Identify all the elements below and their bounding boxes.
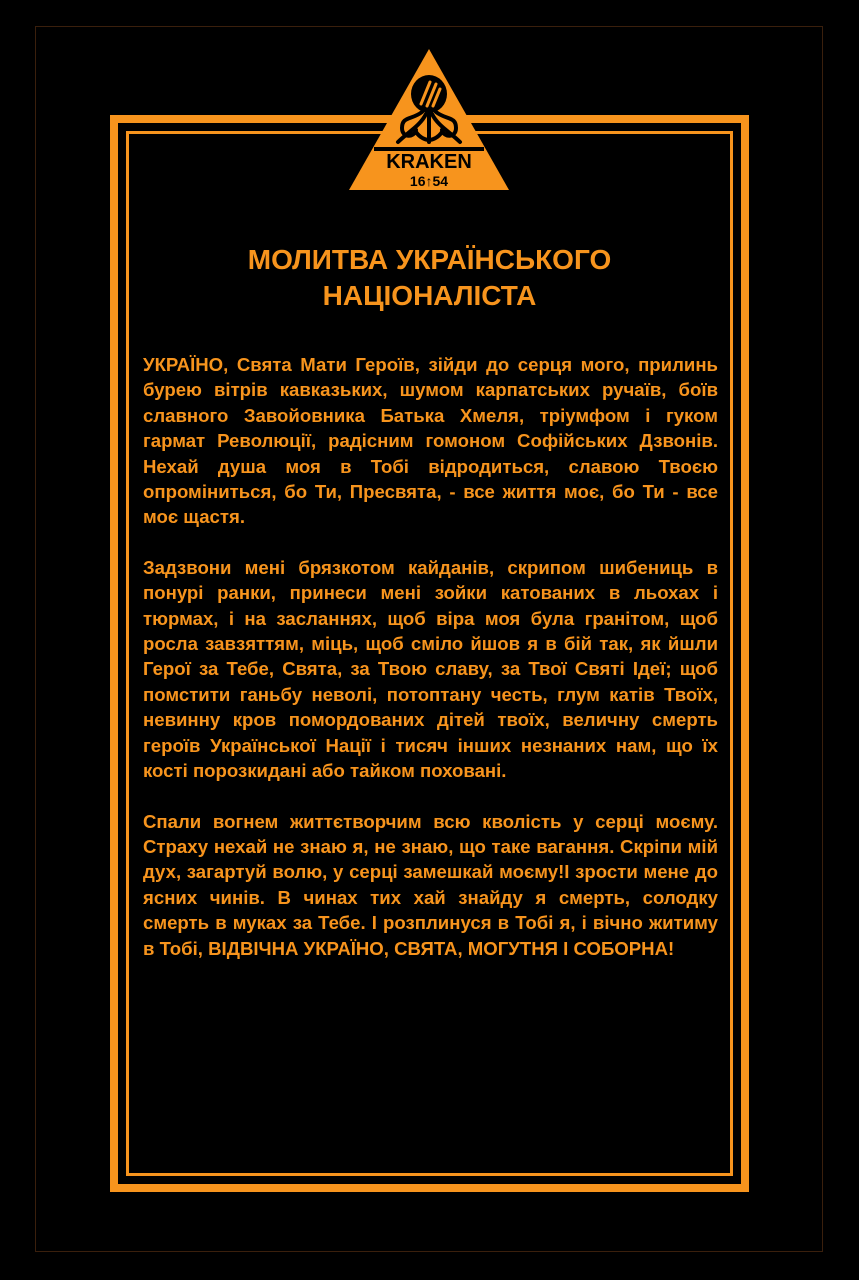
title-line-2: НАЦІОНАЛІСТА (322, 280, 537, 311)
title-line-1: МОЛИТВА УКРАЇНСЬКОГО (247, 244, 612, 275)
logo-number: 16↑54 (409, 173, 449, 189)
paragraph-2: Задзвони мені брязкотом кайданів, скрипом шибениць в понурі ранки, принеси мені зойки катованих в льохах і тюрмах, і на засланнях, щоб віра моя була гранітом, щоб росла завзяттям, міць, щоб сміло йшов я в бій так, як йшли Герої за Тебе, Свята, за Твою славу, за Твої Святі Ідеї; щоб помстити ганьбу неволі, потоптану честь, глум катів Твоїх, невинну кров помордованих дітей твоїх, величну смерть героїв Української Нації і тисяч інших незнаних нам, що їх кості порозкидані або тайком поховані. (143, 556, 718, 782)
page-title (140, 242, 719, 314)
logo-name: KRAKEN (386, 151, 472, 173)
paragraph-3: Спали вогнем життєтворчим всю кволість у серці моєму. Страху нехай не знаю я, не знаю, що таке вагання. Скріпи мій дух, загартуй волю, у серці замешкай моєму!І зрости мене до ясних чинів. В чинах тих хай знайду я смерть, солодку смерть в муках за Тебе. І розплинуся в Тобі я, і вічно житиму в Тобі, ВІДВІЧНА УКРАЇНО, СВЯТА, МОГУТНЯ І СОБОРНА! (143, 810, 718, 959)
kraken-triangle-icon (346, 46, 512, 192)
paragraph-1: УКРАЇНО, Свята Мати Героїв, зійди до серця мого, прилинь бурею вітрів кавказьких, шумом карпатських ручаїв, боїв славного Завойовника Батька Хмеля, тріумфом і гуком гармат Революції, радісним гомоном Софійських Дзвонів. Нехай душа моя в Тобі відродиться, славою Твоєю опроміниться, бо Ти, Пресвята, - все життя моє, бо Ти - все моє щастя. (143, 354, 718, 528)
prayer-text (143, 352, 718, 961)
